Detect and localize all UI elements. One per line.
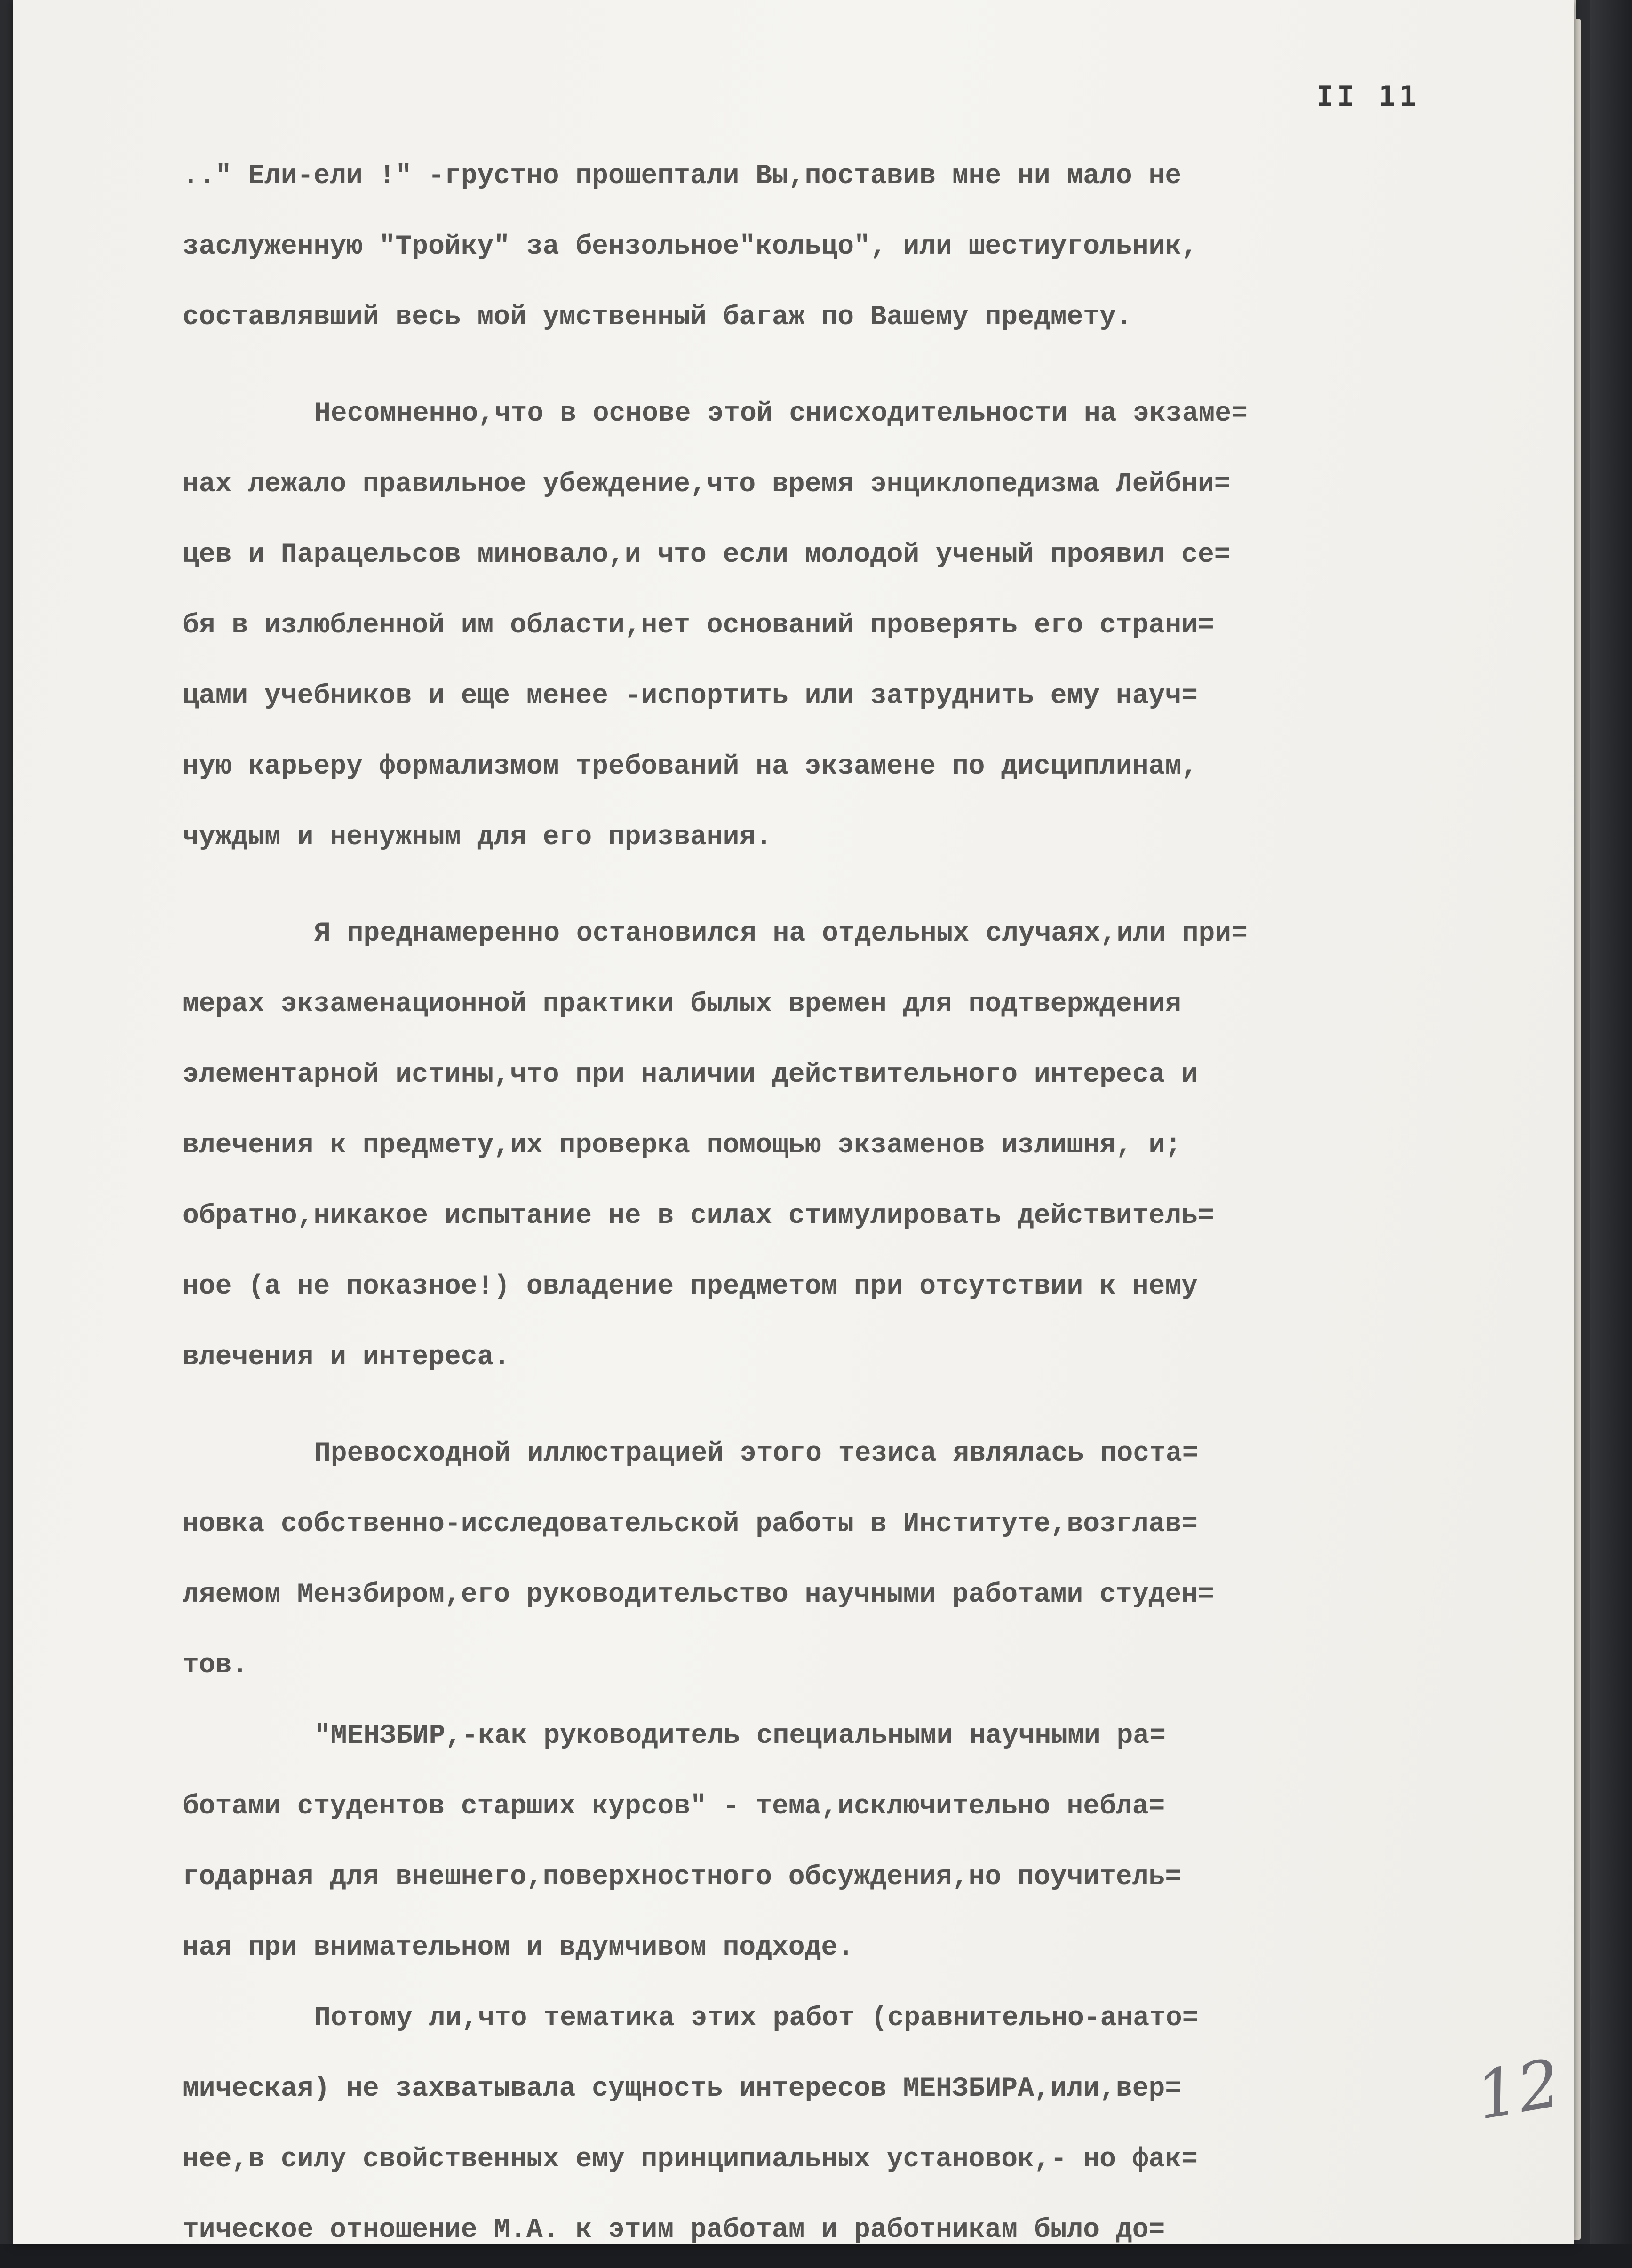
text-line: бя в излюбленной им области,нет оснований проверять его страни=: [183, 610, 1214, 641]
text-line: нах лежало правильное убеждение,что время энциклопедизма Лейбни=: [183, 469, 1231, 500]
text-line: нее,в силу свойственных ему принципиальных установок,- но фак=: [183, 2144, 1198, 2175]
text-line: заслуженную "Тройку" за бензольное"кольцо", или шестиугольник,: [183, 232, 1198, 262]
text-line: составлявший весь мой умственный багаж по Вашему предмету.: [183, 302, 1132, 333]
paragraph: [183, 899, 1575, 1393]
backdrop: [1590, 0, 1632, 2268]
paragraph: [183, 1419, 1575, 1701]
text-line: цами учебников и еще менее -испортить или затруднить ему науч=: [183, 681, 1198, 711]
text-line: мерах экзаменационной практики былых времен для подтверждения: [183, 989, 1182, 1020]
text-line: обратно,никакое испытание не в силах стимулировать действитель=: [183, 1201, 1214, 1231]
text-line: элементарной истины,что при наличии действительного интереса и: [183, 1060, 1198, 1090]
text-line: Потому ли,что тематика этих работ (сравнительно-анато=: [314, 2003, 1199, 2034]
paragraph: [183, 379, 1575, 873]
typewritten-text: [183, 141, 1575, 2266]
text-line: ное (а не показное!) овладение предметом при отсутствии к нему: [183, 1271, 1198, 1302]
text-line: тическое отношение М.А. к этим работам и работникам было до=: [183, 2215, 1165, 2245]
text-line: ботами студентов старших курсов" - тема,исключительно небла=: [183, 1791, 1165, 1822]
text-line: тов.: [183, 1650, 248, 1681]
text-line: влечения и интереса.: [183, 1342, 510, 1373]
document-page: [13, 0, 1574, 2244]
text-line: цев и Парацельсов миновало,и что если молодой ученый проявил се=: [183, 540, 1231, 570]
paragraph: [183, 1983, 1575, 2266]
text-line: ную карьеру формализмом требований на экзамене по дисциплинам,: [183, 751, 1198, 782]
paragraph: [183, 1701, 1575, 1983]
text-line: Превосходной иллюстрацией этого тезиса являлась поста=: [314, 1438, 1199, 1469]
text-line: годарная для внешнего,поверхностного обсуждения,но поучитель=: [183, 1862, 1182, 1893]
text-line: "МЕНЗБИР,-как руководитель специальными научными ра=: [314, 1721, 1166, 1751]
text-line: чуждым и ненужным для его призвания.: [183, 822, 772, 853]
text-line: Несомненно,что в основе этой снисходительности на экзаме=: [314, 399, 1248, 429]
text-line: ная при внимательном и вдумчивом подходе.: [183, 1933, 854, 1963]
text-line: ляемом Мензбиром,его руководительство научными работами студен=: [183, 1580, 1214, 1610]
page-number: II 11: [1316, 80, 1420, 113]
text-line: Я преднамеренно остановился на отдельных случаях,или при=: [314, 918, 1248, 949]
paragraph: [183, 141, 1575, 353]
text-line: влечения к предмету,их проверка помощью экзаменов излишня, и;: [183, 1130, 1182, 1161]
text-line: мическая) не захватывала сущность интересов МЕНЗБИРА,или,вер=: [183, 2074, 1182, 2104]
text-line: .." Ели-ели !" -грустно прошептали Вы,поставив мне ни мало не: [183, 161, 1182, 192]
text-line: новка собственно-исследовательской работы в Институте,возглав=: [183, 1509, 1198, 1540]
handwritten-archive-number: 12: [1470, 2044, 1566, 2135]
